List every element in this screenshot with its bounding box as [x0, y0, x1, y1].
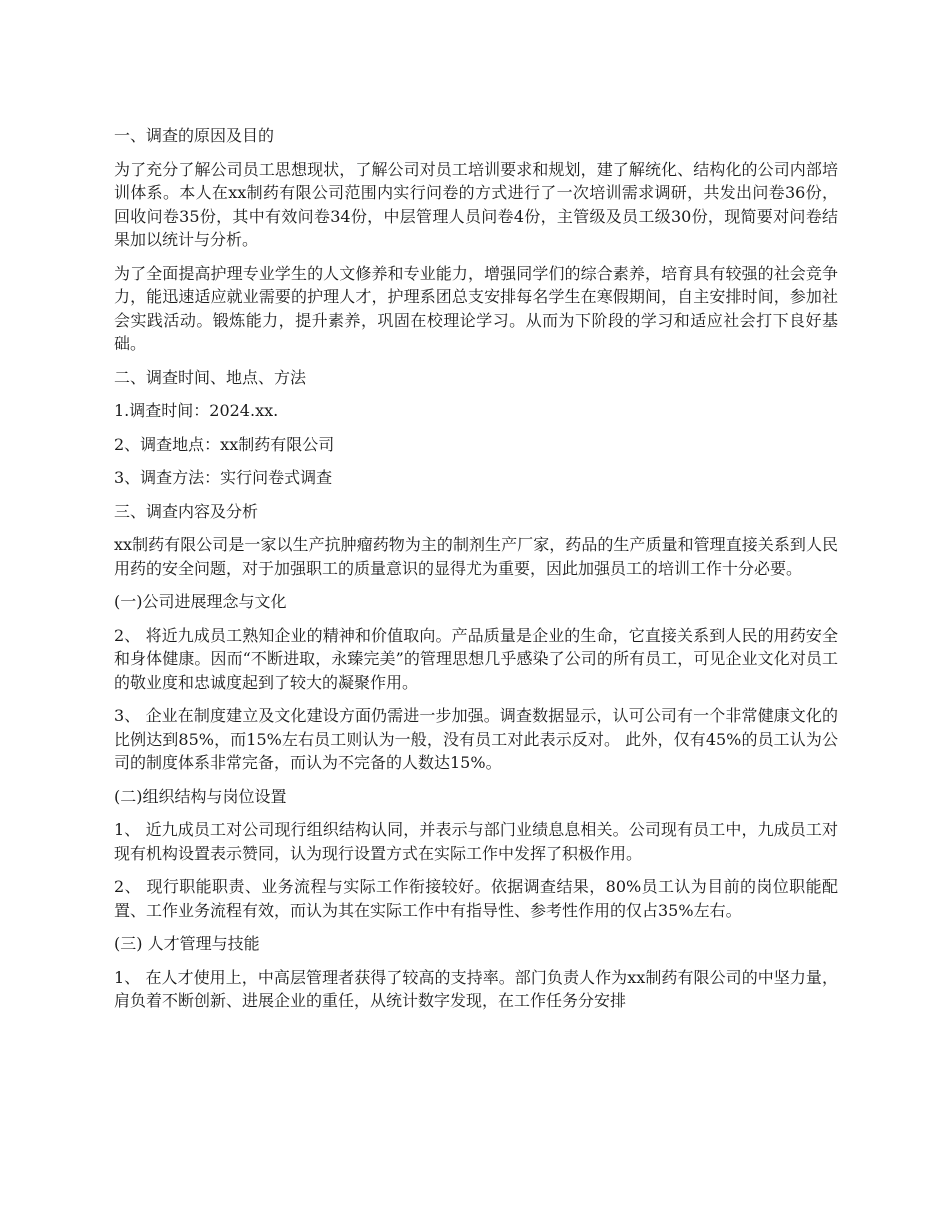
section-heading-time-place-method: 二、调查时间、地点、方法 [114, 367, 307, 387]
subheading-culture: (一)公司进展理念与文化 [114, 592, 287, 611]
subheading-organization: (二)组织结构与岗位设置 [114, 786, 287, 806]
survey-place-line: 2、调查地点：xx制药有限公司 [114, 434, 335, 454]
paragraph-organization-point-2: 2、 现行职能职责、业务流程与实际工作衔接较好。依据调查结果，80%员工认为目前的岗位职能配置、工作业务流程有效，而认为其在实际工作中有指导性、参考性作用的仅占35%左右。 [114, 877, 838, 920]
section-heading-content-analysis: 三、调查内容及分析 [114, 501, 259, 521]
subheading-talent: (三) 人才管理与技能 [114, 934, 260, 953]
paragraph-nursing-practice: 为了全面提高护理专业学生的人文修养和专业能力，增强同学们的综合素养，培育具有较强的社会竞争力，能迅速适应就业需要的护理人才，护理系团总支安排每名学生在寒假期间，自主安排时间，参加社会实践活动。锻炼能力，提升素养，巩固在校理论学习。从而为下阶段的学习和适应社会打下良好基础。 [114, 263, 838, 353]
document-page [114, 124, 838, 1023]
survey-method-line: 3、调查方法：实行问卷式调查 [114, 468, 333, 487]
paragraph-survey-intro: 为了充分了解公司员工思想现状，了解公司对员工培训要求和规划，建了解统化、结构化的公司内部培训体系。本人在xx制药有限公司范围内实行问卷的方式进行了一次培训需求调研，共发出问卷36份，回收问卷35份，其中有效问卷34份，中层管理人员问卷4份，主管级及员工级30份，现简要对问卷结果加以统计与分析。 [114, 159, 838, 249]
section-heading-purpose: 一、调查的原因及目的 [114, 126, 275, 145]
survey-time-line: 1.调查时间：2024.xx. [114, 401, 279, 420]
paragraph-company-intro: xx制药有限公司是一家以生产抗肿瘤药物为主的制剂生产厂家，药品的生产质量和管理直接关系到人民用药的安全问题，对于加强职工的质量意识的显得尤为重要，因此加强员工的培训工作十分必要。 [114, 535, 838, 578]
paragraph-organization-point-1: 1、 近九成员工对公司现行组织结构认同，并表示与部门业绩息息相关。公司现有员工中，九成员工对现有机构设置表示赞同，认为现行设置方式在实际工作中发挥了积极作用。 [114, 820, 838, 863]
paragraph-culture-point-3: 3、 企业在制度建立及文化建设方面仍需进一步加强。调查数据显示，认可公司有一个非常健康文化的比例达到85%，而15%左右员工则认为一般，没有员工对此表示反对。 此外，仅有45%的员工认为公司的制度体系非常完备，而认为不完备的人数达15%。 [114, 706, 838, 772]
paragraph-culture-point-2: 2、 将近九成员工熟知企业的精神和价值取向。产品质量是企业的生命，它直接关系到人民的用药安全和身体健康。因而“不断进取，永臻完美”的管理思想几乎感染了公司的所有员工，可见企业文化对员工的敬业度和忠诚度起到了较大的凝聚作用。 [114, 625, 838, 692]
paragraph-talent-point-1: 1、 在人才使用上，中高层管理者获得了较高的支持率。部门负责人作为xx制药有限公司的中坚力量，肩负着不断创新、进展企业的重任，从统计数字发现，在工作任务分安排 [114, 967, 838, 1010]
